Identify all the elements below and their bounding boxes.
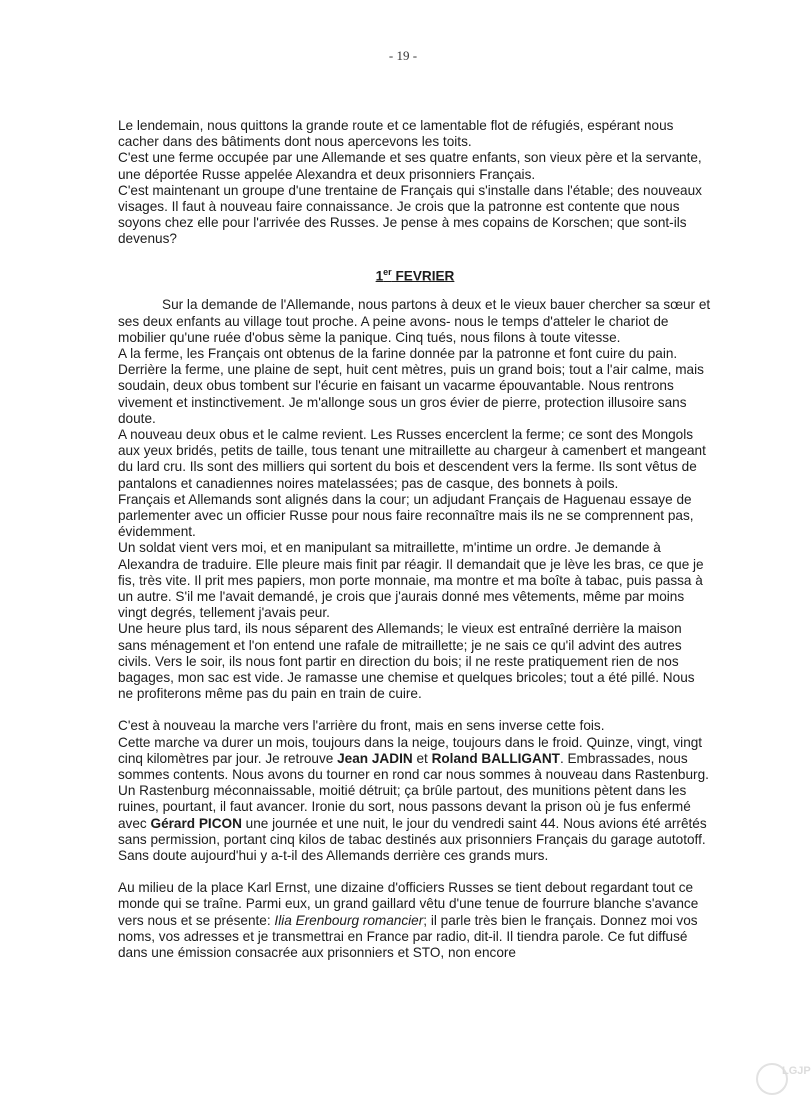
document-body: [118, 118, 712, 961]
text-run: Cette marche va durer un mois, toujours dans la neige, toujours dans le froid. Quinze, vingt, vingt cinq kilomètres par jour. Je retrouve: [118, 734, 703, 766]
watermark-logo: [754, 1059, 811, 1099]
person-name: Jean JADIN: [337, 750, 413, 766]
paragraph: C'est maintenant un groupe d'une trentaine de Français qui s'installe dans l'étable; des nouveaux visages. Il faut à nouveau faire connaissance. Je crois que la patronne est contente que nous soyons chez elle pour l'arrivée des Russes. Je pense à mes copains de Korschen; que sont-ils devenus?: [118, 182, 702, 247]
text-run: ; il parle très bien le français. Donnez moi vos noms, vos adresses et je transmettrai en France par radio, dit-il. Il tiendra parole. Ce fut diffusé dans une émission consacrée aux prisonniers et STO, non encore: [118, 912, 698, 961]
italic-name: Ilia Erenbourg romancier: [274, 912, 424, 928]
paragraph: Un soldat vient vers moi, et en manipulant sa mitraillette, m'intime un ordre. Je demande à Alexandra de traduire. Elle pleure mais finit par réagir. Il demandait que je lève les bras, ce que je fis, très vite. Il prit mes papiers, mon porte monnaie, ma montre et ma boîte à tabac, puis passa à un autre. S'il me l'avait demandé, je crois que j'aurais donné mes vêtements, même par moins vingt degrés, tellement j'avais peur.: [118, 540, 704, 621]
person-name: Gérard PICON: [150, 815, 242, 831]
watermark-text: LGJP: [782, 1065, 811, 1077]
heading-month: FEVRIER: [391, 268, 455, 284]
text-run: et: [412, 750, 432, 766]
paragraph: Français et Allemands sont alignés dans la cour; un adjudant Français de Haguenau essaye de parlementer avec un officier Russe pour nous faire reconnaître mais ils ne se comprennent pas, évidemment.: [118, 491, 694, 540]
paragraph: C'est à nouveau la marche vers l'arrière du front, mais en sens inverse cette fois.: [118, 718, 605, 734]
person-name: Roland BALLIGANT: [431, 750, 560, 766]
paragraph: Une heure plus tard, ils nous séparent des Allemands; le vieux est entraîné derrière la maison sans ménagement et l'on entend une rafale de mitraillette; je ne sais ce qu'il advint des autres civils. Vers le soir, ils nous font partir en direction du bois; il ne reste pratiquement rien de nos bagages, mon sac est vide. Je ramasse une chemise et quelques bricoles; tout a été pillé. Nous ne profiterons même pas du pain en train de cuire.: [118, 621, 695, 702]
paragraph: Le lendemain, nous quittons la grande route et ce lamentable flot de réfugiés, espérant nous cacher dans des bâtiments dont nous apercevons les toits.: [118, 118, 674, 150]
heading-sup: er: [383, 266, 392, 277]
paragraph: [118, 735, 712, 865]
paragraph: A la ferme, les Français ont obtenus de la farine donnée par la patronne et font cuire du pain. Derrière la ferme, une plaine de sept, huit cent mètres, puis un grand bois; tout a l'air calme, mais soudain, deux obus tombent sur l'écurie en faisant un vacarme épouvantable. Nous rentrons vivement et instinctivement. Je m'allonge sous un gros évier de pierre, protection illusoire sans doute.: [118, 345, 704, 426]
text-run: . Embrassades, nous sommes contents. Nous avons du tourner en rond car nous sommes à nouveau dans Rastenburg. Un Rastenburg méconnaissable, moitié détruit; ça brûle partout, des munitions pètent dans les ruines, pourtant, il faut avancer. Ironie du sort, nous passons devant la prison où je fus enfermé avec: [118, 750, 709, 831]
paragraph: C'est une ferme occupée par une Allemande et ses quatre enfants, son vieux père et la servante, une déportée Russe appelée Alexandra et deux prisonniers Français.: [118, 150, 702, 182]
paragraph: [118, 880, 712, 961]
text-run: Au milieu de la place Karl Ernst, une dizaine d'officiers Russes se tient debout regardant tout ce monde qui se traîne. Parmi eux, un grand gaillard vêtu d'une tenue de fourrure blanche s'avance vers nous et se présente:: [118, 880, 699, 928]
text-run: une journée et une nuit, le jour du vendredi saint 44. Nous avions été arrêtés sans permission, portant cinq kilos de tabac destinés aux prisonniers Français du garage autotoff. Sans doute aujourd'hui y a-t-il des Allemands derrière ces grands murs.: [118, 815, 707, 864]
paragraph: A nouveau deux obus et le calme revient. Les Russes encerclent la ferme; ce sont des Mongols aux yeux bridés, petits de taille, tous tenant une mitraillette au chargeur à camenbert et mangeant du lard cru. Ils sont des milliers qui sortent du bois et descendent vers la ferme. Ils sont vêtus de pantalons et canadiennes noires matelassées; pas de casque, des bonnets à poils.: [118, 426, 706, 491]
page-number: - 19 -: [388, 48, 418, 63]
heading-day: 1: [375, 268, 384, 284]
section-heading: [118, 264, 712, 285]
paragraph: Sur la demande de l'Allemande, nous partons à deux et le vieux bauer chercher sa sœur et ses deux enfants au village tout proche. A peine avons- nous le temps d'atteler le chariot de mobilier qu'une ruée d'obus sème la panique. Cinq tués, nous filons à toute vitesse.: [118, 297, 711, 345]
